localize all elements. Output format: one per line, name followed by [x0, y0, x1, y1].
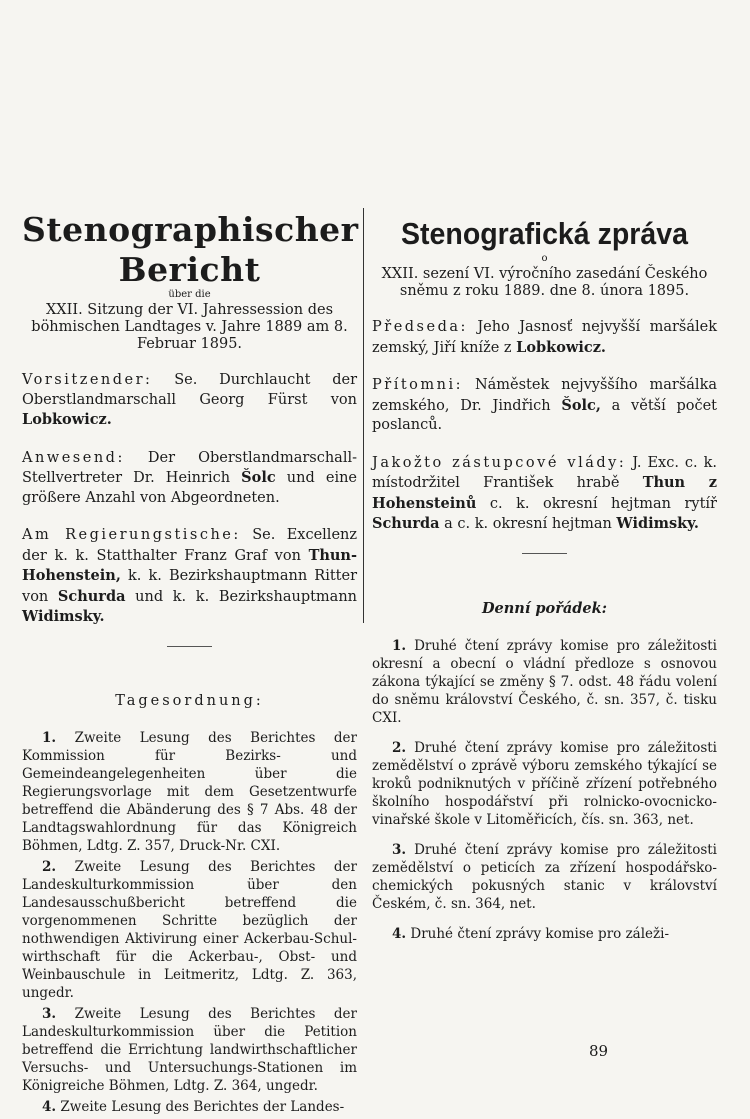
german-agenda-title: Tagesordnung: [115, 692, 264, 709]
german-subtitle: über die [168, 289, 211, 300]
german-chair-label: Vorsitzender: [22, 372, 153, 388]
german-government-name-2: Schurda [57, 587, 126, 605]
german-divider [167, 646, 212, 647]
german-present-label: Anwesend: [22, 449, 125, 466]
czech-chair-label: Předseda: [372, 319, 468, 335]
czech-chair-text: Jeho Jasnosť nejvyšší maršálek zemský, Jiří kníže z [372, 319, 717, 356]
german-agenda-item: 4. Zweite Lesung des Berichtes der Landes- [42, 1098, 345, 1115]
czech-government-text-3: a c. k. okresní hejtman [444, 516, 612, 532]
czech-column [372, 200, 717, 955]
german-column [22, 200, 357, 1119]
czech-title: Stenografická zpráva [401, 216, 688, 251]
german-agenda-item: 3. Zweite Lesung des Berichtes der Landeskulturkommission über die Petition betreffend die Errichtung landwirthschaftlicher Versuchs- und Untersuchungs-Stationen im Königreiche Böhmen, Ldtg. Z. 364, ungedr. [22, 1005, 357, 1094]
german-chair-name: Lobkowicz. [22, 411, 112, 428]
german-government-paragraph [22, 526, 357, 628]
czech-government-name-2: Schurda [372, 515, 440, 532]
german-government-text: Se. Excellenz der k. k. Statthalter Franz Graf von [22, 527, 358, 564]
czech-government-label: Jakožto zástupcové vlády: [372, 454, 627, 471]
czech-present-label: Přítomni: [372, 377, 463, 393]
czech-agenda-item: 4. Druhé čtení zprávy komise pro záleži- [392, 925, 670, 942]
german-government-text-3: und k. k. Bezirkshauptmann [135, 588, 358, 605]
czech-government-name-3: Widimsky. [616, 515, 699, 532]
czech-present-text: Náměstek nejvyššího maršálka zemského, Dr. Jindřich [372, 377, 718, 414]
german-session-info: XXII. Sitzung der VI. Jahressession des böhmischen Landtages v. Jahre 1889 am 8. Februar 1895. [31, 302, 348, 352]
german-government-label: Am Regierungstische: [22, 527, 241, 543]
german-agenda-item: 1. Zweite Lesung des Berichtes der Kommission für Bezirks- und Gemeindeangelegenheiten über die Regierungsvorlage mit dem Gesetzentwurfe betreffend die Abänderung des § 7 Abs. 48 der Landtagswahlordnung für das Königreich Böhmen, Ldtg. Z. 357, Druck-Nr. CXI. [22, 729, 357, 854]
german-government-name-1: Thun-Hohenstein, [22, 546, 357, 584]
czech-agenda-title: Denní pořádek: [481, 599, 608, 617]
german-agenda-item: 2. Zweite Lesung des Berichtes der Landeskulturkommission über den Landesausschußbericht betreffend die vorgenommenen Schritte bezüglich der nothwendigen Aktivirung einer Ackerbau-Schul-wirthschaft für die Ackerbau-, Obst- und Weinbauschule in Leitmeritz, Ldtg. Z. 363, ungedr. [22, 858, 357, 1001]
german-chair-paragraph [22, 371, 357, 431]
czech-session-info: XXII. sezení VI. výročního zasedání Českého sněmu z roku 1889. dne 8. února 1895. [381, 266, 708, 299]
czech-present-name: Šolc, [561, 396, 601, 414]
czech-chair-name: Lobkowicz. [516, 338, 606, 356]
german-government-text-2: k. k. Bezirkshauptmann Ritter von [22, 568, 357, 605]
czech-government-text-2: c. k. okresní hejtman rytíř [489, 495, 717, 512]
german-present-text-2: und eine größere Anzahl von Abgeordneten. [22, 470, 357, 506]
czech-agenda-item: 2. Druhé čtení zprávy komise pro záležitosti zemědělství o zprávě výboru zemského týkající se kroků podniknutých v příčině zřízení potřebného školního hospodářství při rolnicko-ovocnicko-vinařské škole v Litoměřicích, čís. sn. 363, net. [372, 739, 717, 828]
czech-present-text-2: a větší počet poslanců. [372, 397, 718, 433]
czech-subtitle: o [541, 253, 548, 264]
czech-government-name-1: Thun z Hohensteinů [372, 474, 718, 512]
czech-divider [522, 553, 567, 554]
page-number: 89 [589, 1042, 609, 1060]
czech-agenda-item: 1. Druhé čtení zprávy komise pro záležitosti okresní a obecní o vládní předloze s osnovou zákona týkající se změny § 7. odst. 48 řádu volení do sněmu království Českého, č. sn. 357, č. tisku CXI. [372, 637, 717, 726]
german-present-text: Der Oberstlandmarschall-Stellvertreter Dr. Heinrich [22, 449, 357, 486]
german-government-name-3: Widimsky. [22, 608, 105, 625]
german-present-paragraph [22, 449, 357, 509]
czech-government-paragraph [372, 454, 717, 535]
czech-agenda-item: 3. Druhé čtení zprávy komise pro záležitosti zemědělství o peticích za zřízení hospodářsko-chemických pokusných stanic v království Českém, č. sn. 364, net. [372, 841, 717, 912]
german-present-name: Šolc [241, 469, 276, 486]
czech-government-text: J. Exc. c. k. místodržitel František hrabě [372, 454, 717, 491]
german-title: Stenographischer Bericht [22, 210, 359, 289]
german-chair-text: Se. Durchlaucht der Oberstlandmarschall Georg Fürst von [22, 372, 358, 408]
czech-present-paragraph [372, 376, 717, 436]
czech-chair-paragraph [372, 318, 717, 358]
column-divider [363, 208, 364, 623]
